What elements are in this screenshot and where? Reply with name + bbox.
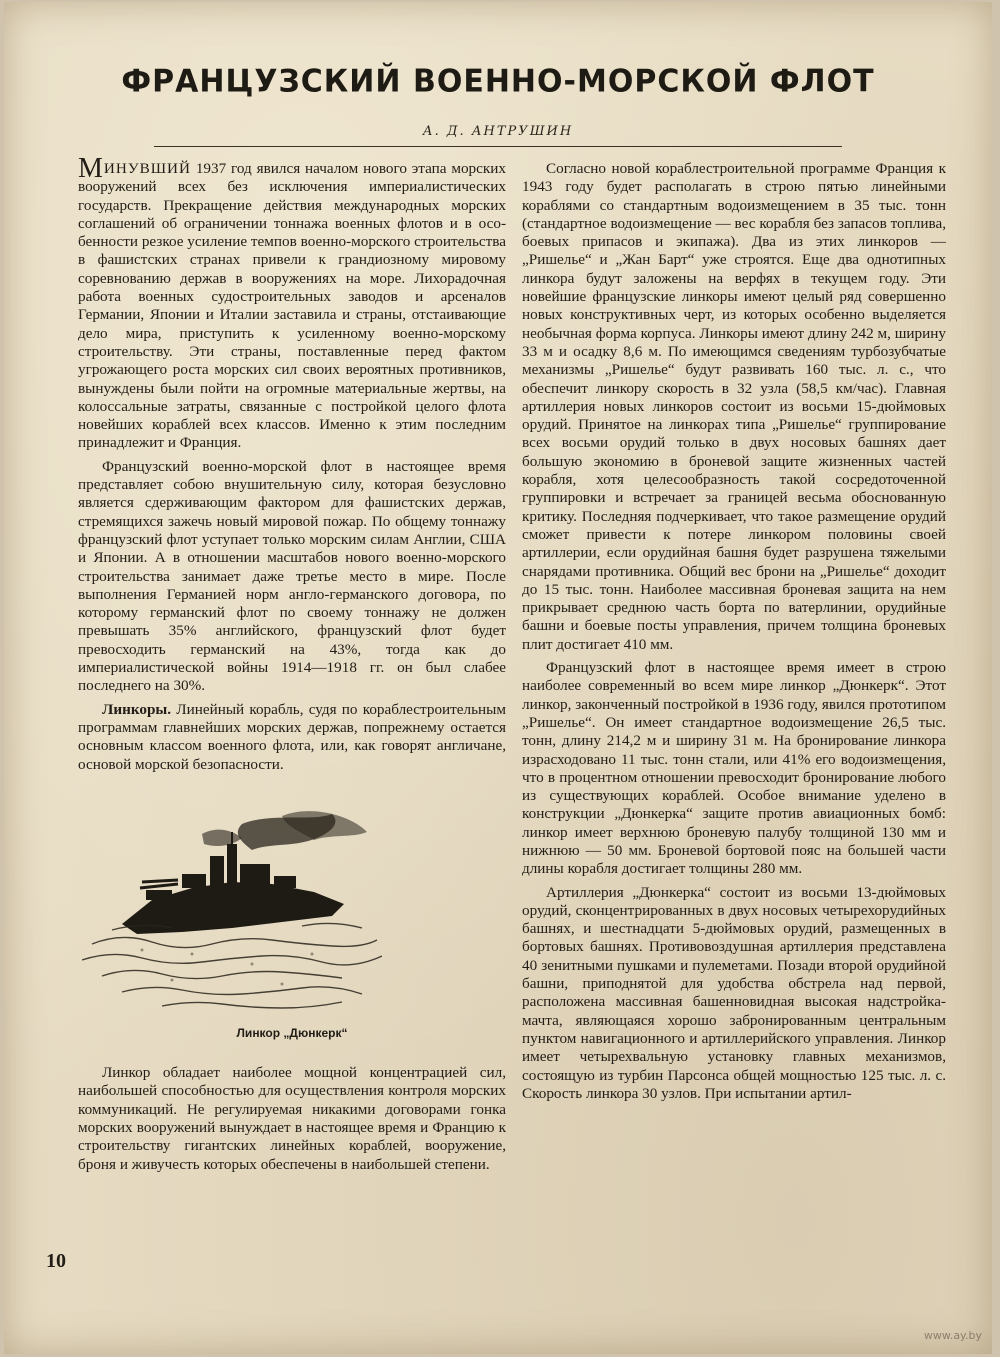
paragraph-battleships	[78, 701, 506, 774]
paragraph-intro-text: 1937 год явился началом нового этапа морских вооружений всех без исключения империалистических государств. Прекращение действия международных морских соглашений об ограничении тоннажа военных флотов и в особенности резкое усиление темпов военно-морского строительства в фашистских странах привели к грандиозному мировому соревнованию держав в вооружениях на море. Лихорадочная работа военных судостроительных заводов и арсеналов Германии, Японии и Италии заставила и страны, отстаивающие дело мира, приступить к усиленному военно-морскому строительству. Эти страны, поставленные перед фактом угрожающего роста морских сил своих вероятных противников, вынуждены были пойти на огромные материальные жертвы, на колоссальные затраты, связанные с постройкой целого флота новейших кораблей всех классов. Именно к этим последним принадлежит и Франция.	[78, 160, 506, 452]
watermark: www.ay.by	[923, 1329, 982, 1342]
paragraph-dunkerque: Французский флот в настоящее время имеет в строю наиболее современный во всем мире линкор „Дюнкерк“. Этот линкор, законченный постройкой в 1936 году, явился прототипом „Ришелье“. Он имеет стандартное водоизмещение 26,5 тыс. тонн, длину 214,2 м и ширину 31 м. На бронирование линкора израсходовано 11 тыс. тонн стали, или 41% его водоизмещения, что в процентном отношении превосходит бронирование любого из существующих кораблей. Особое внимание уделено в конструкции „Дюнкерка“ защите против авиационных бомб: линкор имеет верхнюю броневую палубу толщиной 130 мм и нижнюю — 50 мм. Броневой бортовой пояс на большей части длины корабля достигает толщины 280 мм.	[522, 659, 946, 878]
paragraph-battleships-text: Линейный корабль, судя по кораблестроительным программам главнейших морских держав, попрежнему остается основным классом военного флота, или, как говорят англичане, основой морской безопасности.	[78, 700, 506, 773]
left-column	[78, 153, 506, 1179]
drop-cap: М	[78, 153, 103, 184]
page-number: 10	[46, 1250, 66, 1272]
paragraph-fleet-strength: Французский военно-морской флот в настоящее время представляет собою внушительную силу, которая безусловно является сдерживающим фактором для фашистских держав, стремящихся зажечь новый мировой пожар. По общему тоннажу французский флот уступает только морским силам Англии, США и Японии. А в отношении масштабов нового военно-морского строительства занимает даже третье место в мире. После выполнения Германией норм англо-германского договора, по которому германский флот по своему тоннажу не должен превышать 35% английского, французский флот будет превосходить германский на 43%, тогда как до империалистической войны 1914—1918 гг. он был слабее последнего на 30%.	[78, 457, 506, 695]
right-column	[522, 160, 946, 1108]
magazine-page	[4, 2, 992, 1354]
author-rule	[154, 146, 842, 147]
section-run-head: Линкоры.	[102, 700, 172, 718]
lead-word: ИНУВШИЙ	[103, 160, 191, 177]
article-title: ФРАНЦУЗСКИЙ ВОЕННО-МОРСКОЙ ФЛОТ	[121, 63, 875, 100]
battleship-illustration	[82, 804, 382, 1014]
battleship-drawing	[82, 804, 382, 1014]
article-author: А. Д. АНТРУШИН	[422, 124, 574, 139]
paragraph-intro	[78, 153, 506, 453]
illustration-caption: Линкор „Дюнкерк“	[236, 1025, 348, 1040]
paragraph-program: Согласно новой кораблестроительной программе Франция к 1943 году будет располагать в строю пятью линейными кораблями со стандартным водоизмещением в 35 тыс. тонн (стандартное водоизмещение — вес корабля без запасов топлива, боевых припасов и экипажа). Два из этих линкоров — „Ришелье“ и „Жан Барт“ уже строятся. Еще два однотипных линкора будут заложены на верфях в текущем году. Эти новейшие французские линкоры имеют целый ряд совершенно новых конструктивных черт, из которых особенно выделяется необычная форма корпуса. Линкоры имеют длину 242 м, ширину 33 м и осадку 8,6 м. По имеющимся сведениям турбозубчатые механизмы „Ришелье“ будут развивать 160 тыс. л. с., что обеспечит линкору скорость в 32 узла (58,5 км/час). Главная артиллерия новых линкоров состоит из восьми 15-дюймовых орудий. Принятое на линкорах типа „Ришелье“ группирование всех восьми орудий только в двух носовых башнях дает большую экономию в броневой защите жизненных частей корабля, хотя целесообразность такой сосредоточенной группировки и встречает за границей весьма обоснованную критику. Последняя подчеркивает, что такое размещение орудий сможет привести к потере линкором половины своей артиллерии, если орудийная башня будет разрушена тяжелыми снарядами противника. Общий вес брони на „Ришелье“ доходит до 15 тыс. тонн. Наиболее массивная броневая защита на нем прикрывает среднюю часть борта по ватерлинии, орудийные башни и боевые посты управления, причем толщина броневых плит достигает 410 мм.	[522, 160, 946, 653]
paragraph-artillery: Артиллерия „Дюнкерка“ состоит из восьми 13-дюймовых орудий, сконцентрированных в двух носовых четырехорудийных башнях, и шестнадцати 5-дюймовых орудий, размещенных в бортовых башнях. Противовоздушная артиллерия представлена 40 зенитными пушками и пулеметами. Позади второй орудийной башни, приподнятой для удобства обстрела над первой, расположена массивная башенновидная высокая надстройка-мачта, являющаяся хорошо забронированным центральным пунктом навигационного и артиллерийского управления. Линкор имеет четырехвальную установку главных механизмов, состоящую из турбин Парсонса общей мощностью 125 тыс. л. с. Скорость линкора 30 узлов. При испытании артил-	[522, 883, 946, 1102]
paragraph-concentration: Линкор обладает наиболее мощной концентрацией сил, наибольшей способностью для осуществления контроля морских коммуникаций. Не регулируемая никакими договорами гонка морских вооружений вынуждает в настоящее время и Францию к строительству гигантских линейных кораблей, вооружение, броня и живучесть которых обеспечены в наибольшей степени.	[78, 1064, 506, 1173]
